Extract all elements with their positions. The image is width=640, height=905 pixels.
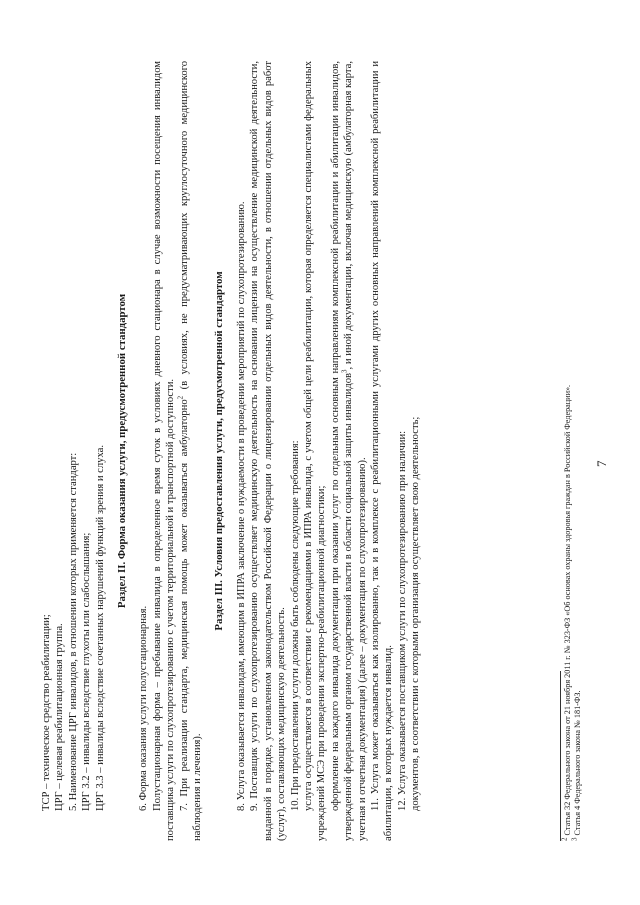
paragraph-7-text-end: (в условиях, не предусматривающих круглосуточного медицинского наблюдения и лечения). xyxy=(178,61,204,841)
paragraph-10b-text: оформление на каждого инвалида документации при оказании услуг по отдельным основным направлениям комплексной реабилитации и абилитации инвалидов, утвержденной федеральным органом государственной власти в области социальной защиты инвалидов xyxy=(329,61,355,841)
footnote-mark: 2 xyxy=(560,837,569,841)
paragraph-10-item-b xyxy=(329,61,369,841)
footnotes xyxy=(560,61,583,841)
intro-line: ЦРГ – целевая реабилитационная группа. xyxy=(54,623,66,811)
paragraph-11: 11. Услуга может оказываться как изолированно, так и в комплексе с реабилитационными услугами других основных направлений комплексной реабилитации и абилитации, в которых нуждается инвалид. xyxy=(369,61,395,841)
paragraph-10b-text-end: , и иной документации, включая медицинскую (амбулаторная карта, учетная и отчетная документация) (далее – документация по слухопротезированию). xyxy=(343,61,368,841)
intro-line: ТСР – техническое средство реабилитации; xyxy=(41,614,52,811)
document-body xyxy=(40,61,423,841)
paragraph-9: 9. Поставщик услуги по слухопротезированию осуществляет медицинскую деятельность на основании лицензии на осуществление медицинской деятельности, выданной в порядке, установленном законодательством Российской Федерации о лицензировании отдельных видов деятельности, в отношении отдельных видов работ (услуг), составляющих медицинскую деятельность. xyxy=(249,61,288,841)
section-2-heading: Раздел II. Форма оказания услуги, предусмотренной стандартом xyxy=(116,293,129,609)
paragraph-6: 6. Форма оказания услуги полустационарная. xyxy=(138,605,150,811)
paragraph-7-text: 7. При реализации стандарта, медицинская помощь может оказываться амбулаторно xyxy=(178,399,190,811)
page-number: 7 xyxy=(594,460,609,467)
paragraph-7 xyxy=(178,61,205,841)
paragraph-8: 8. Услуга оказывается инвалидам, имеющим в ИПРА заключение о нуждаемости в проведении мероприятий по слухопротезированию. xyxy=(235,201,247,811)
footnote-ref-3: 3 xyxy=(340,369,349,373)
footnote xyxy=(570,61,583,841)
paragraph-10-item-a: услуга осуществляется в соответствии с рекомендациями в ИПРА инвалида, с учетом общей цели реабилитации, которая определяется специалистами федеральных учреждений МСЭ при проведении экспертно-реабилитационной диагностики; xyxy=(302,61,328,841)
intro-line: ЦРГ 3.3 – инвалиды вследствие сочетанных нарушений функций зрения и слуха. xyxy=(94,445,106,811)
paragraph-12-item-a: документов, в соответствии с которыми организация осуществляет свою деятельность; xyxy=(410,416,422,811)
footnote-mark: 3 xyxy=(570,837,579,841)
intro-line: ЦРГ 3.2 – инвалиды вследствие глухоты или слабослышания; xyxy=(81,532,93,811)
paragraph-6-definition: Полустационарная форма – пребывание инвалида в определенное время суток в условиях дневного стационара в случае возможности посещения инвалидом поставщика услуги по слухопротезированию с учетом территориальной и транспортной доступности. xyxy=(151,61,177,841)
footnote-ref-2: 2 xyxy=(176,395,185,400)
footnote xyxy=(560,61,573,841)
footnote-text: Статья 4 Федерального закона № 181-ФЗ. xyxy=(573,690,582,838)
footnote-divider xyxy=(560,671,561,841)
footnote-text: Статья 32 Федерального закона от 21 ноября 2011 г. № 323-ФЗ «Об основах охраны здоровья граждан в Российской Федерации». xyxy=(563,384,572,838)
section-3-heading: Раздел III. Условия предоставления услуги, предусмотренной стандартом xyxy=(213,271,226,631)
intro-line: 5. Наименование ЦРГ инвалидов, в отношении которых применяется стандарт: xyxy=(67,452,79,811)
paragraph-12: 12. Услуга оказывается поставщиком услуги по слухопротезированию при наличии: xyxy=(396,430,408,811)
paragraph-10: 10. При предоставлении услуги должны быть соблюдены следующие требования: xyxy=(289,440,301,811)
